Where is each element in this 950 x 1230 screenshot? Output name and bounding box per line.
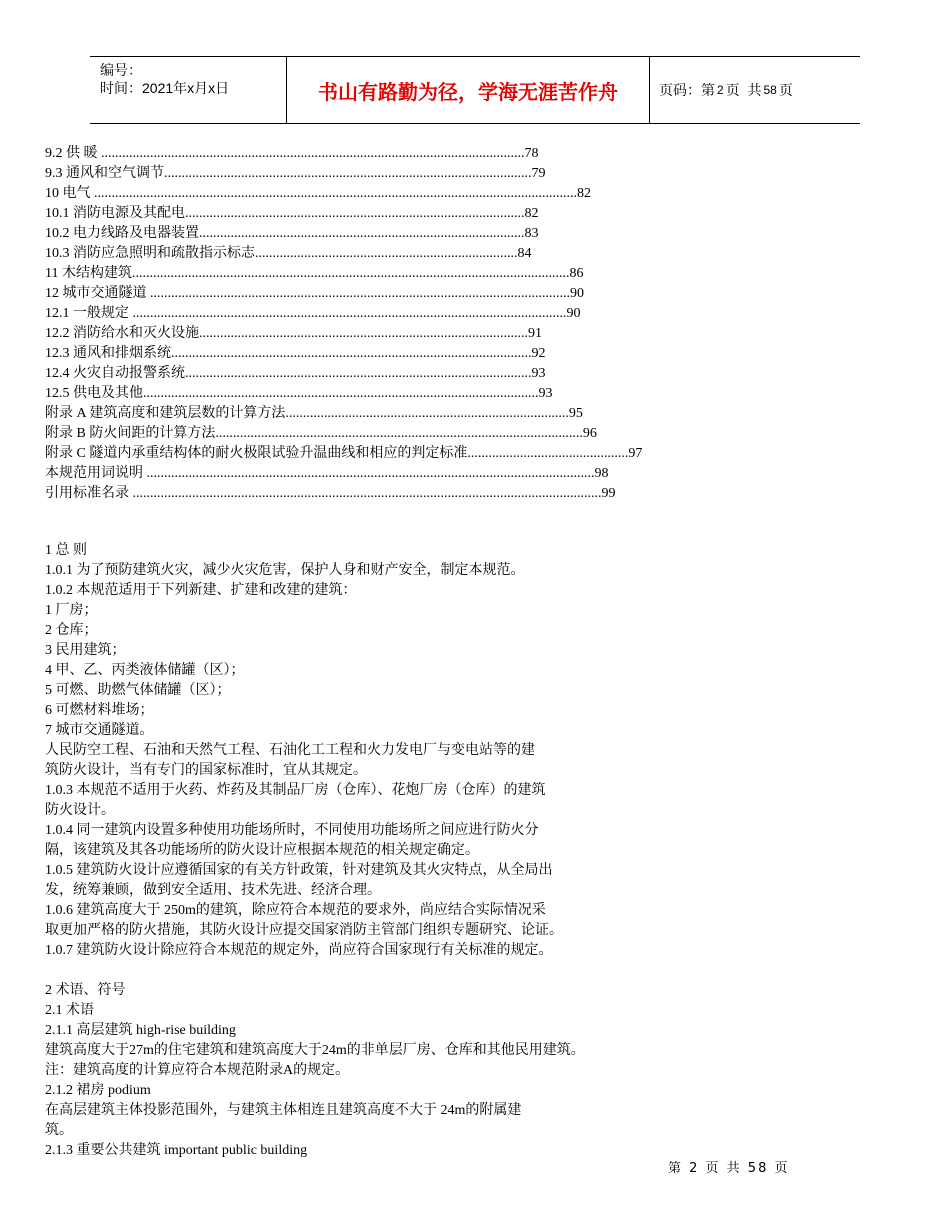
document-body [45,541,745,1161]
header-time-label: 时间：2021年x月x日 [100,80,230,96]
paragraph-line: 1.0.6 建筑高度大于 250m的建筑，除应符合本规范的要求外，尚应结合实际情况采 [45,903,546,918]
list-item: 3 民用建筑； [45,643,126,658]
header-page-info [659,57,793,123]
list-item: 5 可燃、助燃气体储罐（区）； [45,683,231,698]
paragraph-line: 人民防空工程、石油和天然气工程、石油化工工程和火力发电厂与变电站等的建 [45,743,535,758]
toc-entry: 10 电气 ..........................................................................................................................................82 [45,186,591,201]
paragraph-line: 防火设计。 [45,803,115,818]
term-heading: 2.1.3 重要公共建筑 important public building [45,1143,308,1158]
paragraph-line: 筑防火设计，当有专门的国家标准时，宜从其规定。 [45,763,367,778]
paragraph-line: 1.0.1 为了预防建筑火灾，减少火灾危害，保护人身和财产安全，制定本规范。 [45,563,525,578]
blank-line [45,961,745,981]
paragraph-line: 1.0.7 建筑防火设计除应符合本规范的规定外，尚应符合国家现行有关标准的规定。 [45,943,553,958]
paragraph-line: 隔，该建筑及其各功能场所的防火设计应根据本规范的相关规定确定。 [45,843,479,858]
toc-entry: 12.4 火灾自动报警系统...................................................................................................93 [45,366,546,381]
toc-entry: 附录 C 隧道内承重结构体的耐火极限试验升温曲线和相应的判定标准..............................................97 [45,446,643,461]
chapter-heading: 1 总 则 [45,543,87,558]
toc-entry: 10.1 消防电源及其配电.................................................................................................82 [45,206,539,221]
paragraph-line: 建筑高度大于27m的住宅建筑和建筑高度大于24m的非单层厂房、仓库和其他民用建筑。 [45,1043,585,1058]
paragraph-line: 1.0.2 本规范适用于下列新建、扩建和改建的建筑： [45,583,357,598]
list-item: 1 厂房； [45,603,98,618]
paragraph-line: 取更加严格的防火措施，其防火设计应提交国家消防主管部门组织专题研究、论证。 [45,923,563,938]
table-of-contents [45,144,642,504]
page-prefix: 页码：第 [659,82,715,98]
page-header [90,56,860,124]
page-total: 58 [763,83,777,97]
toc-entry: 9.3 通风和空气调节.........................................................................................................79 [45,166,546,181]
note-line: 注：建筑高度的计算应符合本规范附录A的规定。 [45,1063,350,1078]
list-item: 7 城市交通隧道。 [45,723,154,738]
toc-entry: 11 木结构建筑.............................................................................................................................86 [45,266,584,281]
paragraph-line: 筑。 [45,1123,73,1138]
toc-entry: 10.3 消防应急照明和疏散指示标志...........................................................................84 [45,246,532,261]
header-meta [100,61,286,97]
toc-entry: 12.3 通风和排烟系统.......................................................................................................92 [45,346,546,361]
paragraph-line: 1.0.4 同一建筑内设置多种使用功能场所时，不同使用功能场所之间应进行防火分 [45,823,539,838]
toc-entry: 12.2 消防给水和灭火设施..............................................................................................91 [45,326,542,341]
page-suffix: 页 [778,82,793,98]
header-divider [649,57,650,123]
page-footer: 第 2 页 共 58 页 [668,1161,790,1176]
list-item: 4 甲、乙、丙类液体储罐（区）； [45,663,245,678]
paragraph-line: 1.0.3 本规范不适用于火药、炸药及其制品厂房（仓库）、花炮厂房（仓库）的建筑 [45,783,546,798]
term-heading: 2.1.1 高层建筑 high-rise building [45,1023,236,1038]
paragraph-line: 1.0.5 建筑防火设计应遵循国家的有关方针政策，针对建筑及其火灾特点，从全局出 [45,863,553,878]
header-number-label: 编号： [100,62,142,78]
page-mid: 页 共 [725,82,762,98]
list-item: 2 仓库； [45,623,98,638]
page-number: 2 [717,83,724,97]
toc-entry: 9.2 供 暖 .........................................................................................................................78 [45,146,539,161]
toc-entry: 附录 B 防火间距的计算方法.........................................................................................................96 [45,426,597,441]
header-motto: 书山有路勤为径，学海无涯苦作舟 [318,79,618,104]
toc-entry: 附录 A 建筑高度和建筑层数的计算方法.................................................................................95 [45,406,583,421]
paragraph-line: 发，统筹兼顾，做到安全适用、技术先进、经济合理。 [45,883,381,898]
toc-entry: 12.1 一般规定 ............................................................................................................................90 [45,306,581,321]
toc-entry: 10.2 电力线路及电器装置.............................................................................................83 [45,226,539,241]
toc-entry: 引用标准名录 ......................................................................................................................................99 [45,486,616,501]
toc-entry: 12.5 供电及其他.................................................................................................................93 [45,386,553,401]
chapter-heading: 2 术语、符号 [45,983,126,998]
list-item: 6 可燃材料堆场； [45,703,154,718]
toc-entry: 12 城市交通隧道 ........................................................................................................................90 [45,286,584,301]
paragraph-line: 在高层建筑主体投影范围外，与建筑主体相连且建筑高度不大于 24m的附属建 [45,1103,522,1118]
toc-entry: 本规范用词说明 ................................................................................................................................98 [45,466,609,481]
section-heading: 2.1 术语 [45,1003,94,1018]
term-heading: 2.1.2 裙房 podium [45,1083,151,1098]
